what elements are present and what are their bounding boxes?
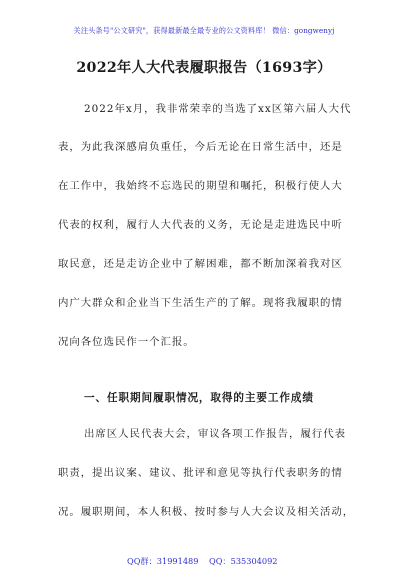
section-heading: 一、任职期间履职情况，取得的主要工作成绩: [84, 392, 314, 404]
paragraph-line: 内广大群众和企业当下生活生产的了解。现将我履职的情: [58, 297, 343, 309]
paragraph-line: 取民意，还是走访企业中了解困难，都不断加深着我对区: [58, 258, 343, 270]
document-title: 2022年人大代表履职报告（1693字）: [76, 60, 332, 76]
paragraph-line: 职责，提出议案、建议、批评和意见等执行代表职务的情: [58, 467, 343, 479]
paragraph-line: 2022年x月，我非常荣幸的当选了xx区第六届人大代: [84, 103, 352, 115]
paragraph-line: 况向各位选民作一个汇报。: [58, 336, 195, 348]
paragraph-line: 代表的权利，履行人大代表的义务，无论是走进选民中听: [58, 219, 343, 231]
paragraph-line: 表，为此我深感肩负重任，今后无论在日常生活中，还是: [58, 141, 343, 153]
footer-qq-group: QQ群：31991489: [127, 556, 199, 566]
paragraph-line: 况。履职期间，本人积极、按时参与人大会议及相关活动，: [58, 506, 355, 518]
paragraph-line: 在工作中，我始终不忘选民的期望和嘱托，积极行使人大: [58, 180, 343, 192]
paragraph-line: 出席区人民代表大会，审议各项工作报告，履行代表: [84, 428, 346, 440]
footer-qq-contact: QQ：535304092: [209, 556, 278, 566]
header-promo-note: 关注头条号"公文研究"，获得最新最全最专业的公文资料库！ 微信：gongwenyj: [73, 26, 335, 35]
